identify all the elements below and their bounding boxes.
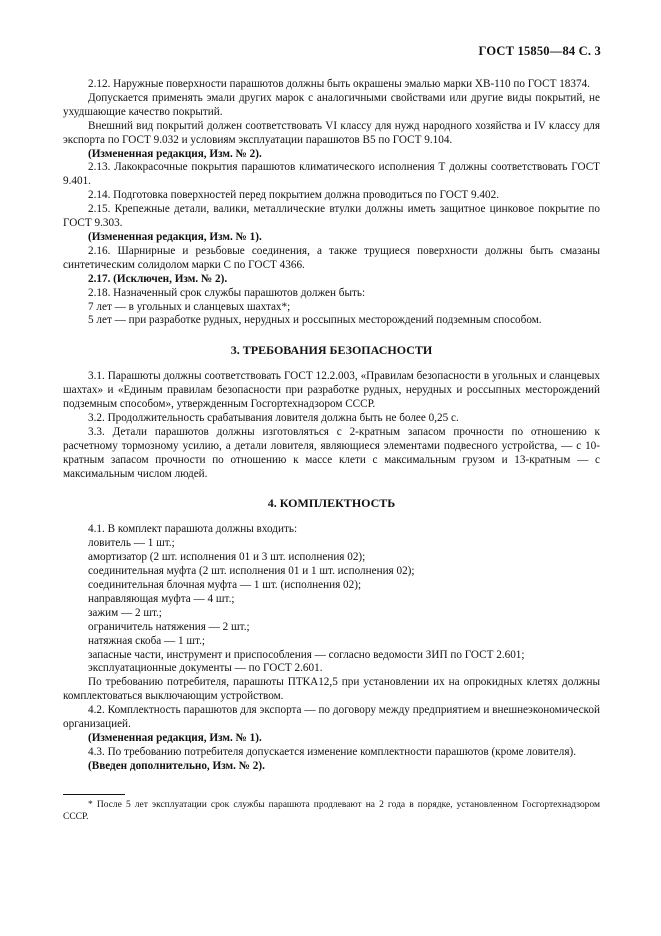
clause-2-16: 2.16. Шарнирные и резьбовые соединения, а также трущиеся поверхности должны быть смазаны синтетическим солидолом марки С по ГОСТ 4366. — [63, 244, 600, 271]
section-4-title: 4. КОМПЛЕКТНОСТЬ — [267, 496, 396, 511]
list-item: ловитель — 1 шт.; — [88, 537, 175, 550]
clause-3-3: 3.3. Детали парашютов должны изготовляться с 2-кратным запасом прочности по отношению к расчетному тормозному усилию, а детали ловителя, являющиеся элементами подвесного устройства, — с 10-кратным запасом прочности по отношению к массе клети с максимальным грузом и 13-кратным — с максимальным числом людей. — [63, 425, 600, 480]
list-item: натяжная скоба — 1 шт.; — [88, 634, 205, 647]
clause-2-12-allowance: Допускается применять эмали других марок с аналогичными свойствами или другие виды покрытий, не ухудшающие качество покрытий. — [63, 91, 600, 118]
clause-2-18-ore: 5 лет — при разработке рудных, нерудных и россыпных месторождений подземным способом. — [88, 314, 542, 327]
list-item: амортизатор (2 шт. исполнения 01 и 3 шт. исполнения 02); — [88, 551, 366, 564]
page-header: ГОСТ 15850—84 С. 3 — [478, 44, 601, 58]
clause-2-14: 2.14. Подготовка поверхностей перед покрытием должна проводиться по ГОСТ 9.402. — [88, 189, 500, 202]
clause-2-17: 2.17. (Исключен, Изм. № 2). — [88, 272, 228, 285]
list-item: соединительная муфта (2 шт. исполнения 01 и 1 шт. исполнения 02); — [88, 565, 415, 578]
amendment-note: (Измененная редакция, Изм. № 1). — [88, 230, 262, 243]
list-item: зажим — 2 шт.; — [88, 606, 162, 619]
document-body — [63, 78, 600, 774]
clause-3-2: 3.2. Продолжительность срабатывания ловителя должна быть не более 0,25 с. — [88, 411, 459, 424]
clause-4-1: 4.1. В комплект парашюта должны входить: — [88, 523, 298, 536]
amendment-note: (Введен дополнительно, Изм. № 2). — [88, 759, 265, 772]
amendment-note: (Измененная редакция, Изм. № 2). — [88, 147, 262, 160]
list-item: соединительная блочная муфта — 1 шт. (исполнения 02); — [88, 579, 362, 591]
list-item: эксплуатационные документы — по ГОСТ 2.601. — [88, 662, 323, 675]
clause-2-18-coal: 7 лет — в угольных и сланцевых шахтах*; — [88, 300, 291, 313]
section-3-title: 3. ТРЕБОВАНИЯ БЕЗОПАСНОСТИ — [230, 343, 433, 358]
clause-2-13: 2.13. Лакокрасочные покрытия парашютов климатического исполнения Т должны соответствовать ГОСТ 9.401. — [63, 161, 600, 188]
clause-4-3: 4.3. По требованию потребителя допускается изменение комплектности парашютов (кроме ловителя). — [88, 745, 576, 758]
list-item: запасные части, инструмент и приспособления — согласно ведомости ЗИП по ГОСТ 2.601; — [88, 648, 525, 661]
clause-4-1-ptka: По требованию потребителя, парашюты ПТКА12,5 при установлении их на опрокидных клетях должны комплектоваться выключающим устройством. — [63, 676, 600, 703]
footnote: * После 5 лет эксплуатации срок службы парашюта продлевают на 2 года в порядке, установленном Госгортехнадзором СССР. — [63, 800, 600, 823]
footnote-divider — [63, 794, 125, 795]
clause-2-18: 2.18. Назначенный срок службы парашютов должен быть: — [88, 286, 366, 299]
clause-4-2: 4.2. Комплектность парашютов для экспорта — по договору между предприятием и внешнеэкономической организацией. — [63, 704, 600, 731]
list-item: ограничитель натяжения — 2 шт.; — [88, 620, 250, 633]
clause-2-12-appearance: Внешний вид покрытий должен соответствовать VI классу для нужд народного хозяйства и IV классу для экспорта по ГОСТ 9.032 и условиям эксплуатации парашютов В5 по ГОСТ 9.104. — [63, 119, 600, 146]
amendment-note: (Измененная редакция, Изм. № 1). — [88, 731, 262, 744]
clause-2-15: 2.15. Крепежные детали, валики, металлические втулки должны иметь защитное цинковое покрытие по ГОСТ 9.303. — [63, 203, 600, 230]
clause-3-1: 3.1. Парашюты должны соответствовать ГОСТ 12.2.003, «Правилам безопасности в угольных и сланцевых шахтах» и «Единым правилам безопасности при разработке рудных, нерудных и россыпных месторождений подземным способом», утвержденным Госгортехнадзором СССР. — [63, 370, 600, 411]
clause-2-12: 2.12. Наружные поверхности парашютов должны быть окрашены эмалью марки ХВ-110 по ГОСТ 18374. — [88, 78, 590, 90]
list-item: направляющая муфта — 4 шт.; — [88, 592, 235, 605]
